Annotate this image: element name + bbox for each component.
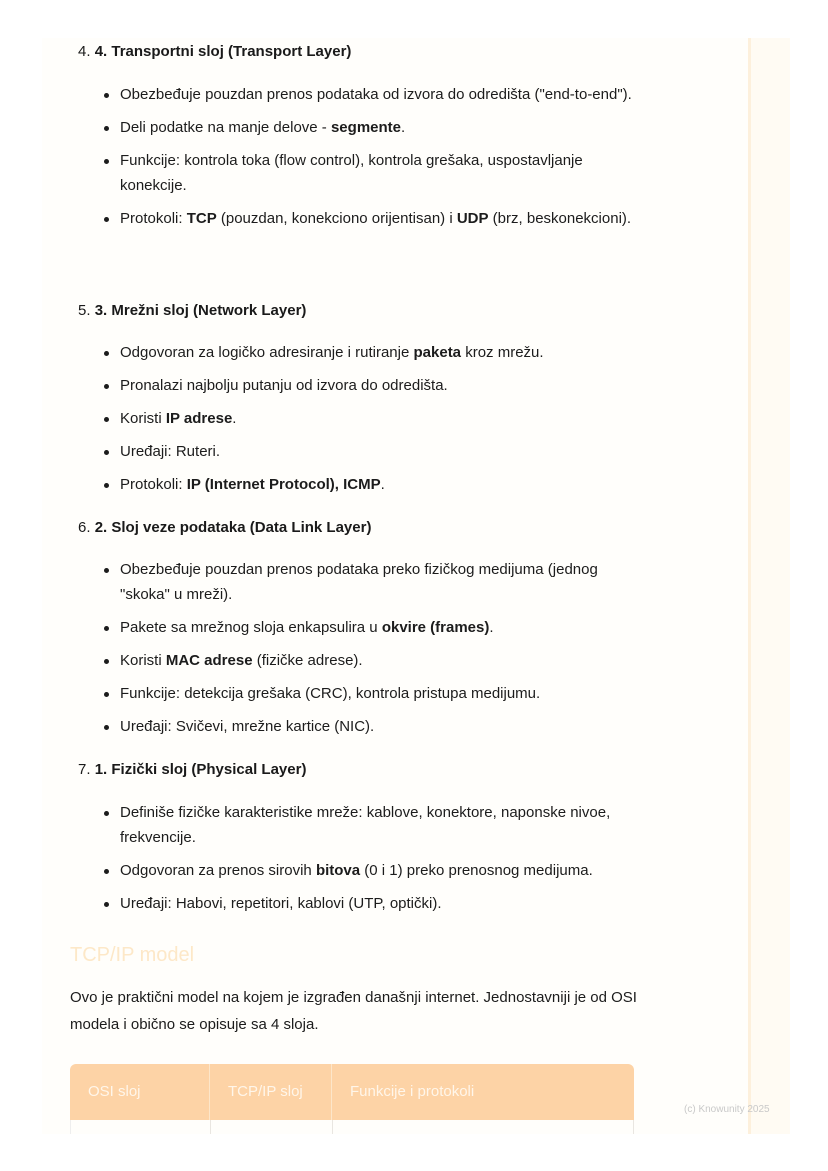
table-row (70, 1120, 634, 1134)
document-page (42, 38, 790, 1134)
transport-layer-bullets (104, 82, 644, 231)
list-item: Pronalazi najbolju putanju od izvora do odredišta. (104, 373, 644, 398)
data-link-layer-bullets (104, 557, 644, 739)
list-item: Uređaji: Svičevi, mrežne kartice (NIC). (104, 714, 644, 739)
list-item-network-layer (78, 301, 306, 321)
list-number: 5. (78, 302, 91, 319)
list-item: Protokoli: TCP (pouzdan, konekciono orijentisan) i UDP (brz, beskonekcioni). (104, 206, 644, 231)
list-number: 7. (78, 761, 91, 778)
list-item: Funkcije: kontrola toka (flow control), kontrola grešaka, uspostavljanje konekcije. (104, 148, 644, 198)
section-heading: 1. Fizički sloj (Physical Layer) (94, 761, 307, 778)
list-item: Funkcije: detekcija grešaka (CRC), kontrola pristupa medijumu. (104, 681, 644, 706)
list-item: Protokoli: IP (Internet Protocol), ICMP. (104, 472, 644, 497)
section-heading: 4. Transportni sloj (Transport Layer) (94, 43, 352, 60)
table-header-cell: OSI sloj (70, 1064, 210, 1120)
list-number: 6. (78, 519, 91, 536)
list-item: Obezbeđuje pouzdan prenos podataka preko fizičkog medijuma (jednog "skoka" u mreži). (104, 557, 644, 607)
copyright-notice: (c) Knowunity 2025 (684, 1104, 770, 1115)
list-item-transport-layer (78, 42, 351, 62)
list-item: Odgovoran za logičko adresiranje i rutiranje paketa kroz mrežu. (104, 340, 644, 365)
list-item: Definiše fizičke karakteristike mreže: kablove, konektore, naponske nivoe, frekvencije. (104, 800, 644, 850)
tcpip-heading: TCP/IP model (70, 944, 195, 966)
list-item: Deli podatke na manje delove - segmente. (104, 115, 644, 140)
table-cell (71, 1120, 211, 1134)
network-layer-bullets (104, 340, 644, 497)
section-heading: 2. Sloj veze podataka (Data Link Layer) (94, 519, 372, 536)
page-side-margin (748, 38, 790, 1134)
list-item: Uređaji: Habovi, repetitori, kablovi (UTP, optički). (104, 891, 644, 916)
list-item: Odgovoran za prenos sirovih bitova (0 i 1) preko prenosnog medijuma. (104, 858, 644, 883)
list-item-data-link-layer (78, 518, 371, 538)
physical-layer-bullets (104, 800, 644, 916)
table-cell (333, 1120, 634, 1134)
table-header-row (70, 1064, 634, 1120)
table-header-cell: Funkcije i protokoli (350, 1083, 475, 1100)
list-item: Koristi IP adrese. (104, 406, 644, 431)
section-heading: 3. Mrežni sloj (Network Layer) (94, 302, 307, 319)
table-cell (211, 1120, 333, 1134)
list-item: Obezbeđuje pouzdan prenos podataka od izvora do odredišta ("end-to-end"). (104, 82, 644, 107)
list-item-physical-layer (78, 760, 306, 780)
table-header-cell: TCP/IP sloj (210, 1064, 332, 1120)
list-item: Pakete sa mrežnog sloja enkapsulira u okvire (frames). (104, 615, 644, 640)
list-number: 4. (78, 43, 91, 60)
tcpip-paragraph: Ovo je praktični model na kojem je izgrađen današnji internet. Jednostavniji je od OSI modela i obično se opisuje sa 4 sloja. (70, 989, 637, 1033)
list-item: Koristi MAC adrese (fizičke adrese). (104, 648, 644, 673)
list-item: Uređaji: Ruteri. (104, 439, 644, 464)
osi-tcpip-table (70, 1064, 634, 1134)
